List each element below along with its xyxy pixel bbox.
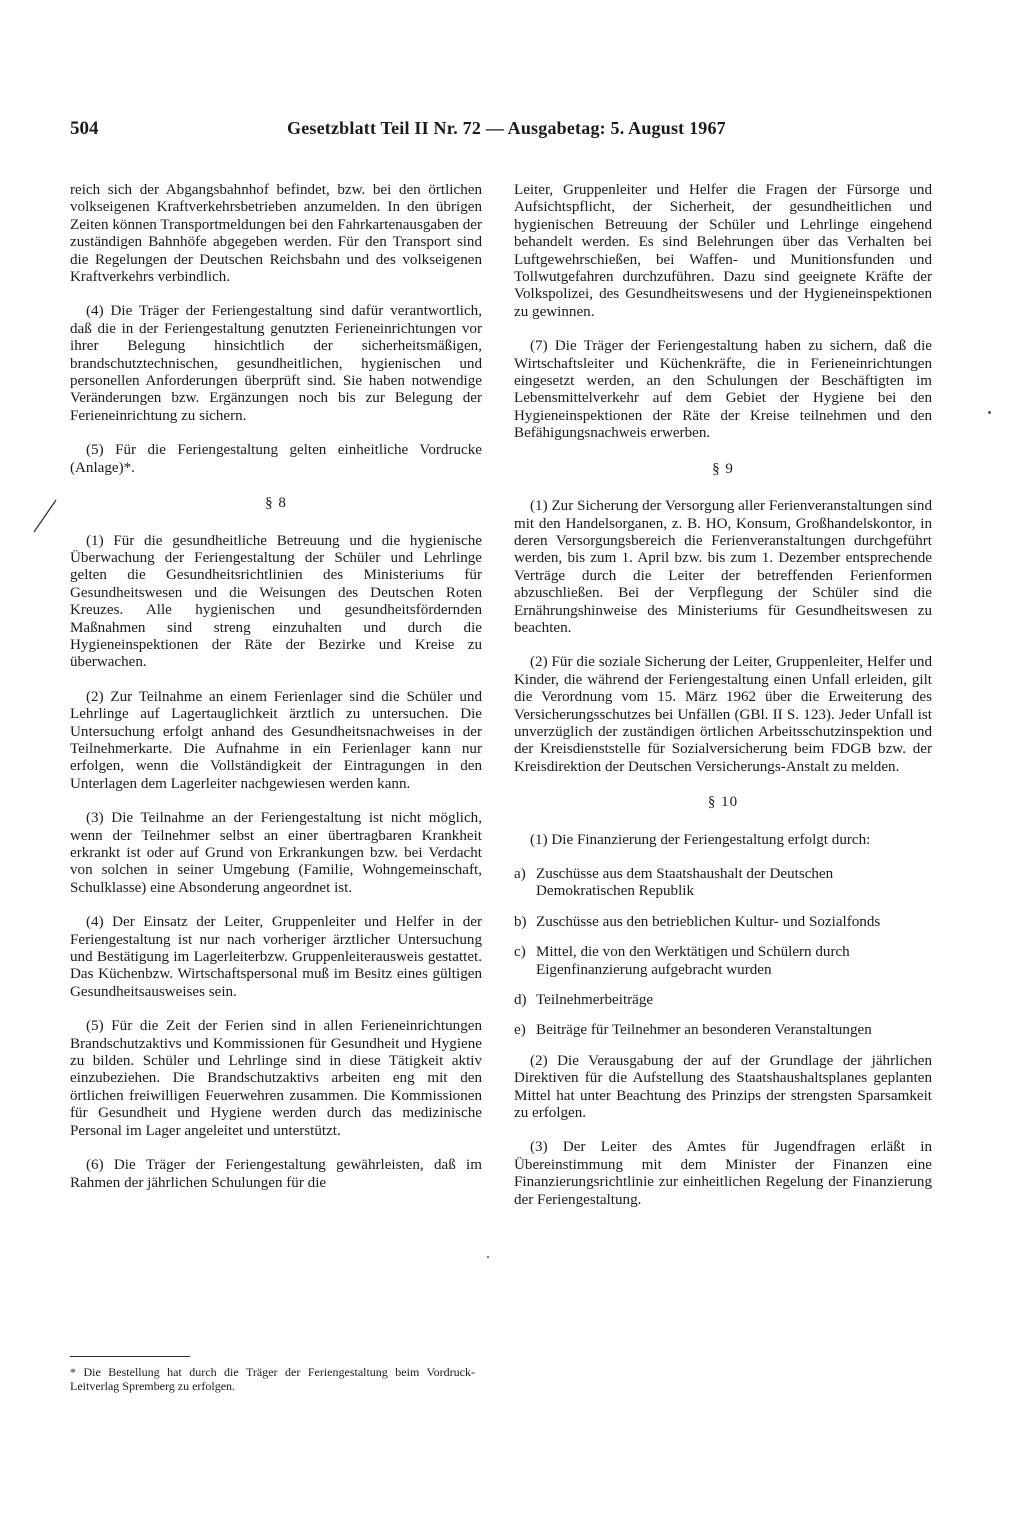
section-heading: § 9 <box>712 460 734 477</box>
paragraph: Leiter, Gruppenleiter und Helfer die Fragen der Fürsorge und Aufsichtspflicht, der Sicherheit, der gesundheitlichen und hygienischen Betreuung der Schüler und Lehrlinge eingehend behandelt werden. Es sind Belehrungen über das Verhalten bei Luftgewehrschießen, bei Waffen- und Munitionsfunden und Tollwutgefahren durchzuführen. Dazu sind geeignete Kräfte der Volkspolizei, des Gesundheitswesens und der Hygieneinspektionen zu gewinnen. <box>514 182 932 320</box>
list-text: Zuschüsse aus den betrieblichen Kultur- und Sozialfonds <box>536 913 881 930</box>
list-text: Teilnehmerbeiträge <box>536 992 654 1009</box>
running-title: Gesetzblatt Teil II Nr. 72 — Ausgabetag: 5. August 1967 <box>287 118 726 138</box>
list-marker: c) <box>514 944 526 961</box>
paragraph: (1) Zur Sicherung der Versorgung aller Ferienveranstaltungen sind mit den Handelsorganen, z. B. HO, Konsum, Großhandelskontor, in deren Versorgungsbereich die Ferienveranstaltungen durchgeführt werden, bis zum 1. April bzw. bis zum 1. Dezember entsprechende Verträge durch die Leiter der betreffenden Ferienformen abzuschließen. Bei der Verpflegung der Schüler sind die Ernährungshinweise des Ministeriums für Gesundheitswesen zu beachten. <box>514 498 932 636</box>
speck-mark <box>988 411 991 414</box>
footnote: * Die Bestellung hat durch die Träger der Feriengestaltung beim Vordruck-Leitverlag Spremberg zu erfolgen. <box>70 1365 475 1393</box>
speck-mark <box>487 1256 489 1258</box>
list-marker: a) <box>514 866 526 882</box>
section-heading: § 10 <box>707 794 739 811</box>
page-header <box>70 118 936 144</box>
paragraph: (7) Die Träger der Feriengestaltung haben zu sichern, daß die Wirtschaftsleiter und Küchenkräfte, die in Ferieneinrichtungen eingesetzt werden, an den Schulungen der Beschäftigten im Lebensmittelverkehr auf dem Gebiet der Hygiene bei den Hygieneinspektionen der Räte der Kreise teilnehmen und den Befähigungsnachweis erwerben. <box>514 338 932 442</box>
footnote-rule <box>70 1356 190 1357</box>
paragraph: (4) Der Einsatz der Leiter, Gruppenleiter und Helfer in der Feriengestaltung ist nur nach vorheriger ärztlicher Untersuchung und Bestätigung im Lagerleiterbzw. Gruppenleiterausweis gestattet. Das Küchenbzw. Wirtschaftspersonal muß im Besitz eines gültigen Gesundheitsausweises sein. <box>70 914 482 1000</box>
paragraph: (2) Für die soziale Sicherung der Leiter, Gruppenleiter, Helfer und Kinder, die während der Feriengestaltung einen Unfall erleiden, gilt die Verordnung vom 15. März 1962 über die Erweiterung des Versicherungsschutzes bei Unfällen (GBl. II S. 123). Jeder Unfall ist unverzüglich der zuständigen örtlichen Arbeitsschutzinspektion und der Kreisdienststelle für Sozialversicherung beim FDGB bzw. der Kreisdirektion der Deutschen Versicherungs-Anstalt zu melden. <box>514 654 932 775</box>
paragraph: (2) Die Verausgabung der auf der Grundlage der jährlichen Direktiven für die Aufstellung des Staatshaushaltsplanes geplanten Mittel hat unter Beachtung des Prinzips der strengsten Sparsamkeit zu erfolgen. <box>514 1052 932 1122</box>
paragraph: (3) Der Leiter des Amtes für Jugendfragen erläßt in Übereinstimmung mit dem Minister der Finanzen eine Finanzierungsrichtlinie zur einheitlichen Regelung der Finanzierung der Feriengestaltung. <box>514 1139 932 1208</box>
list-marker: d) <box>514 992 527 1009</box>
right-column <box>514 182 932 1226</box>
paragraph: (2) Zur Teilnahme an einem Ferienlager sind die Schüler und Lehrlinge auf Lagertauglichkeit ärztlich zu untersuchen. Die Untersuchung erfolgt anhand des Gesundheitsnachweises in der Teilnehmerkarte. Die Aufnahme in ein Ferienlager kann nur erfolgen, wenn die Vollständigkeit der Eintragungen in den Unterlagen dem Lagerleiter nachgewiesen werden kann. <box>70 688 482 792</box>
paragraph: (1) Für die gesundheitliche Betreuung und die hygienische Überwachung der Feriengestaltung der Schüler und Lehrlinge gelten die Gesundheitsrichtlinien des Ministeriums für Gesundheitswesen und die Weisungen des Deutschen Roten Kreuzes. Alle hygienischen und gesundheitsfördernden Maßnahmen sind streng einzuhalten und durch die Hygieneinspektionen der Räte der Bezirke und Kreise zu überwachen. <box>70 532 482 671</box>
list-text: Beiträge für Teilnehmer an besonderen Veranstaltungen <box>536 1022 872 1039</box>
list-item <box>514 1022 932 1039</box>
paragraph: (4) Die Träger der Feriengestaltung sind dafür verantwortlich, daß die in der Feriengestaltung genutzten Ferieneinrichtungen vor ihrer Belegung hinsichtlich der sicherheitsmäßigen, brandschutztechnischen, gesundheitlichen, hygienischen und personellen Anforderungen überprüft sind. Sie haben notwendige Veränderungen bzw. Ergänzungen noch bis zur Belegung der Ferieneinrichtung zu sichern. <box>70 303 482 424</box>
pen-mark-icon <box>30 496 60 536</box>
list-item <box>514 866 932 901</box>
page-number: 504 <box>70 118 99 139</box>
list-marker: e) <box>514 1022 526 1039</box>
paragraph: (3) Die Teilnahme an der Feriengestaltung ist nicht möglich, wenn der Teilnehmer selbst an einer übertragbaren Krankheit erkrankt ist oder auf Grund von Erkrankungen bzw. bei Verdacht von solchen in seiner Umgebung (Familie, Wohngemeinschaft, Schulklasse) eine Absonderung angeordnet ist. <box>70 810 482 896</box>
paragraph: (6) Die Träger der Feriengestaltung gewährleisten, daß im Rahmen der jährlichen Schulungen für die <box>70 1157 482 1191</box>
section-heading: § 8 <box>265 495 287 512</box>
paragraph: (5) Für die Feriengestaltung gelten einheitliche Vordrucke (Anlage)*. <box>70 442 482 476</box>
paragraph: (1) Die Finanzierung der Feriengestaltung erfolgt durch: <box>530 831 871 848</box>
list-item <box>514 944 932 979</box>
list-text: Mittel, die von den Werktätigen und Schülern durch Eigenfinanzierung aufgebracht wurden <box>536 944 850 978</box>
list-text: Zuschüsse aus dem Staatshaushalt der Deutschen Demokratischen Republik <box>536 866 834 900</box>
list-item <box>514 914 932 931</box>
list-item <box>514 992 932 1009</box>
list-marker: b) <box>514 913 527 930</box>
left-column <box>70 182 482 1209</box>
paragraph: (5) Für die Zeit der Ferien sind in allen Ferieneinrichtungen Brandschutzaktivs und Kommissionen für Gesundheit und Hygiene zu bilden. Schüler und Lehrlinge sind in diese Tätigkeit aktiv einzubeziehen. Die Brandschutzaktivs arbeiten eng mit den örtlichen freiwilligen Feuerwehren zusammen. Die Kommissionen für Gesundheit und Hygiene werden durch das medizinische Personal im Lager angeleitet und unterstützt. <box>70 1018 482 1139</box>
paragraph: reich sich der Abgangsbahnhof befindet, bzw. bei den örtlichen volkseigenen Kraftverkehrsbetrieben anzumelden. In den übrigen Zeiten können Transportmeldungen bei den Fahrkartenausgaben der zuständigen Bahnhöfe abgegeben werden. Für den Transport sind die Regelungen der Deutschen Reichsbahn und des volkseigenen Kraftverkehrs verbindlich. <box>70 182 482 286</box>
